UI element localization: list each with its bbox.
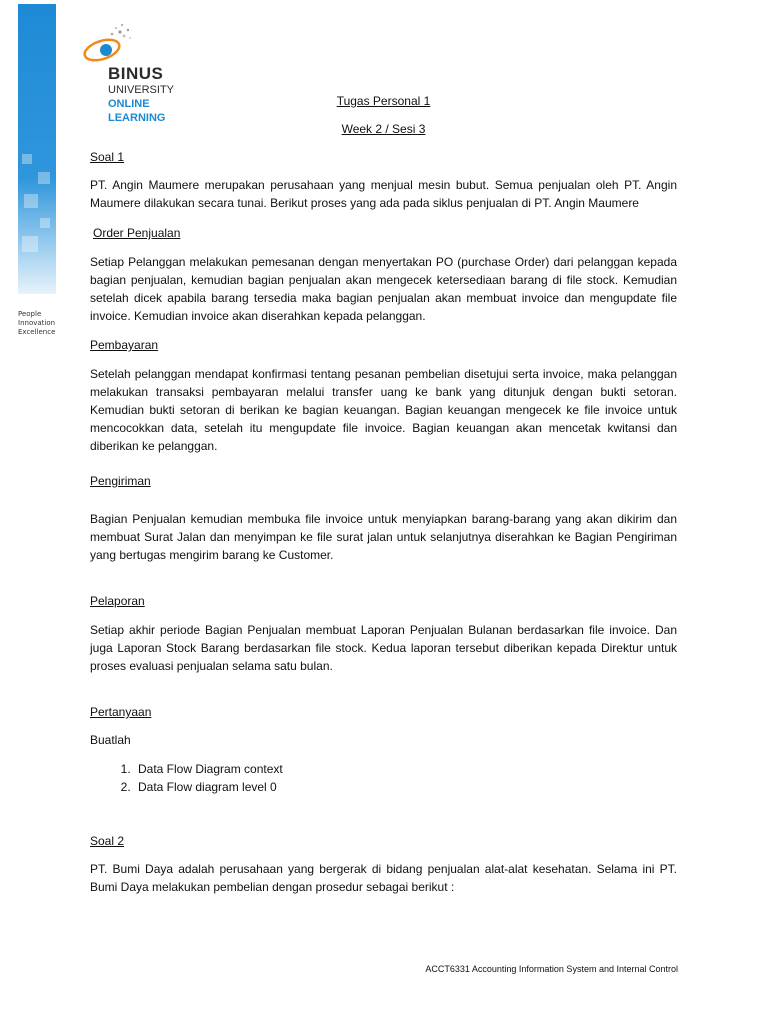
tagline-line: People (18, 310, 42, 318)
list-item: 1. Data Flow Diagram context (134, 760, 677, 778)
soal2-intro: PT. Bumi Daya adalah perusahaan yang bergerak di bidang penjualan alat-alat kesehatan. Selama ini PT. Bumi Daya melakukan pembelian dengan prosedur sebagai berikut : (90, 862, 677, 894)
pembayaran-heading: Pembayaran (90, 338, 159, 352)
university-tagline (18, 310, 55, 337)
binus-logo-mark-icon (76, 20, 136, 70)
decoration-tile (22, 154, 32, 164)
tagline-line: Excellence (18, 328, 56, 336)
pelaporan-heading: Pelaporan (90, 594, 145, 608)
page-footer: ACCT6331 Accounting Information System and Internal Control (425, 964, 678, 974)
decoration-tile (40, 218, 50, 228)
pertanyaan-heading: Pertanyaan (90, 705, 152, 719)
tagline-line: Innovation (18, 319, 56, 327)
soal1-heading: Soal 1 (90, 150, 125, 164)
logo-university-text: UNIVERSITY (108, 84, 175, 96)
soal2-heading: Soal 2 (90, 834, 125, 848)
pelaporan-text: Setiap akhir periode Bagian Penjualan membuat Laporan Penjualan Bulanan berdasarkan file invoice. Dan juga Laporan Stock Barang berdasarkan file stock. Kedua laporan tersebut diberikan kepada Direktur untuk proses evaluasi penjualan selama satu bulan. (90, 623, 677, 673)
document-body (90, 92, 677, 896)
decoration-tile (24, 194, 38, 208)
logo-online-text: ONLINE (108, 98, 150, 110)
logo-learning-text: LEARNING (108, 112, 166, 124)
order-penjualan-text: Setiap Pelanggan melakukan pemesanan dengan menyertakan PO (purchase Order) dari pelanggan kepada bagian penjualan, kemudian bagian penjualan akan mengecek ketersediaan barang di file stock. Kemudian setelah dicek apabila barang tersedia maka bagian penjualan akan membuat invoice dan mengupdate file invoice. Kemudian invoice akan diserahkan kepada pelanggan. (90, 255, 677, 323)
document-title: Tugas Personal 1 (336, 94, 431, 108)
decoration-tile (22, 236, 38, 252)
order-penjualan-heading: Order Penjualan (93, 226, 181, 240)
pengiriman-text: Bagian Penjualan kemudian membuka file invoice untuk menyiapkan barang-barang yang akan dikirim dan membuat Surat Jalan dan menyimpan ke file surat jalan untuk selanjutnya diserahkan ke Bagian Pengiriman yang bertugas mengirim barang ke Customer. (90, 512, 677, 562)
pengiriman-heading: Pengiriman (90, 474, 151, 488)
document-session: Week 2 / Sesi 3 (341, 122, 426, 136)
logo-brand-text: BINUS (108, 64, 164, 83)
list-item: 2. Data Flow diagram level 0 (134, 778, 677, 796)
side-decoration-bar (18, 4, 56, 294)
buatlah-text: Buatlah (90, 733, 131, 747)
soal1-intro: PT. Angin Maumere merupakan perusahaan yang menjual mesin bubut. Semua penjualan oleh PT. Angin Maumere dilakukan secara tunai. Berikut proses yang ada pada siklus penjualan di PT. Angin Maumere (90, 178, 677, 210)
pembayaran-text: Setelah pelanggan mendapat konfirmasi tentang pesanan pembelian disetujui serta invoice, maka pelanggan melakukan transaksi pembayaran melalui transfer uang ke bank yang ditunjuk dengan bukti setoran. Kemudian bukti setoran di berikan ke bagian keuangan. Bagian keuangan mengecek ke file invoice untuk mencocokkan data, setelah itu mengupdate file invoice. Bagian keuangan akan mencetak kwitansi dan diberikan ke pelanggan. (90, 367, 677, 453)
question-list (90, 760, 677, 796)
decoration-tile (38, 172, 50, 184)
